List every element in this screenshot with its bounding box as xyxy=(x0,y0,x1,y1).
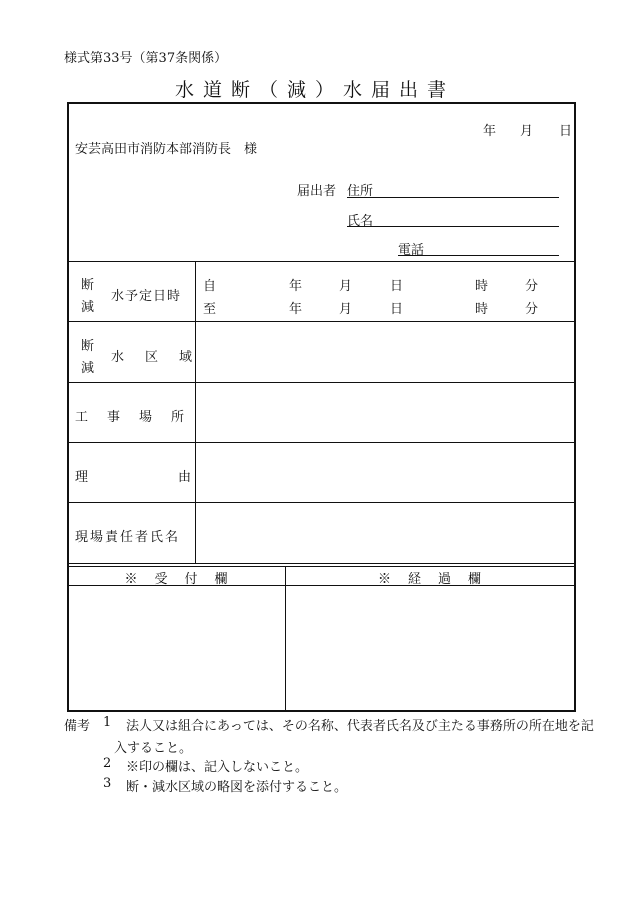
date-day-label: 日 xyxy=(559,124,573,139)
area-label-top: 断 xyxy=(81,339,95,354)
note-1-text: 法人又は組合にあっては、その名称、代表者氏名及び主たる事務所の所在地を記 xyxy=(126,719,594,734)
from-year: 年 xyxy=(289,279,303,294)
form-number: 様式第33号（第37条関係） xyxy=(64,51,228,66)
phone-field[interactable] xyxy=(398,255,559,256)
to-hour: 時 xyxy=(475,302,489,317)
from-day: 日 xyxy=(390,279,404,294)
from-hour: 時 xyxy=(475,279,489,294)
reason-label-left: 理 xyxy=(75,470,89,485)
divider xyxy=(69,261,574,262)
schedule-from: 自 xyxy=(203,279,217,294)
divider xyxy=(69,563,574,564)
area-label-bottom: 減 xyxy=(81,361,95,376)
schedule-label-top: 断 xyxy=(81,278,95,293)
address-label: 住所 xyxy=(347,184,374,199)
area-label: 水 区 域 xyxy=(111,350,197,365)
bottom-column-divider xyxy=(285,566,286,712)
note-1-text-cont: 入すること。 xyxy=(114,741,193,756)
note-3-number: 3 xyxy=(103,776,112,791)
schedule-to: 至 xyxy=(203,302,217,317)
to-day: 日 xyxy=(390,302,404,317)
notes-heading: 備考 xyxy=(64,719,91,734)
addressee: 安芸高田市消防本部消防長 様 xyxy=(75,142,258,157)
manager-label: 現場責任者氏名 xyxy=(75,530,181,545)
applicant-label: 届出者 xyxy=(297,184,337,199)
to-minute: 分 xyxy=(525,302,539,317)
date-month-label: 月 xyxy=(520,124,534,139)
date-year-label: 年 xyxy=(483,124,497,139)
address-field[interactable] xyxy=(347,197,559,198)
note-2-number: 2 xyxy=(103,756,112,771)
from-minute: 分 xyxy=(525,279,539,294)
label-column-divider xyxy=(195,261,196,563)
divider xyxy=(69,442,574,443)
note-3-text: 断・減水区域の略図を添付すること。 xyxy=(126,780,348,795)
schedule-label: 水予定日時 xyxy=(111,289,182,304)
reception-header: ※ 受 付 欄 xyxy=(124,572,230,587)
divider xyxy=(69,502,574,503)
note-1-number: 1 xyxy=(103,715,112,730)
from-month: 月 xyxy=(339,279,353,294)
to-month: 月 xyxy=(339,302,353,317)
note-2-text: ※印の欄は、記入しないこと。 xyxy=(126,760,309,775)
schedule-label-bottom: 減 xyxy=(81,300,95,315)
divider xyxy=(69,566,574,567)
divider xyxy=(69,321,574,322)
site-label: 工 事 場 所 xyxy=(75,410,188,425)
phone-label: 電話 xyxy=(398,243,425,258)
form-title: 水道断（減）水届出書 xyxy=(174,79,455,101)
progress-header: ※ 経 過 欄 xyxy=(377,572,483,587)
name-field[interactable] xyxy=(347,226,559,227)
name-label: 氏名 xyxy=(347,214,374,229)
to-year: 年 xyxy=(289,302,303,317)
form-frame xyxy=(67,102,576,712)
divider xyxy=(69,382,574,383)
reason-label-right: 由 xyxy=(178,470,192,485)
